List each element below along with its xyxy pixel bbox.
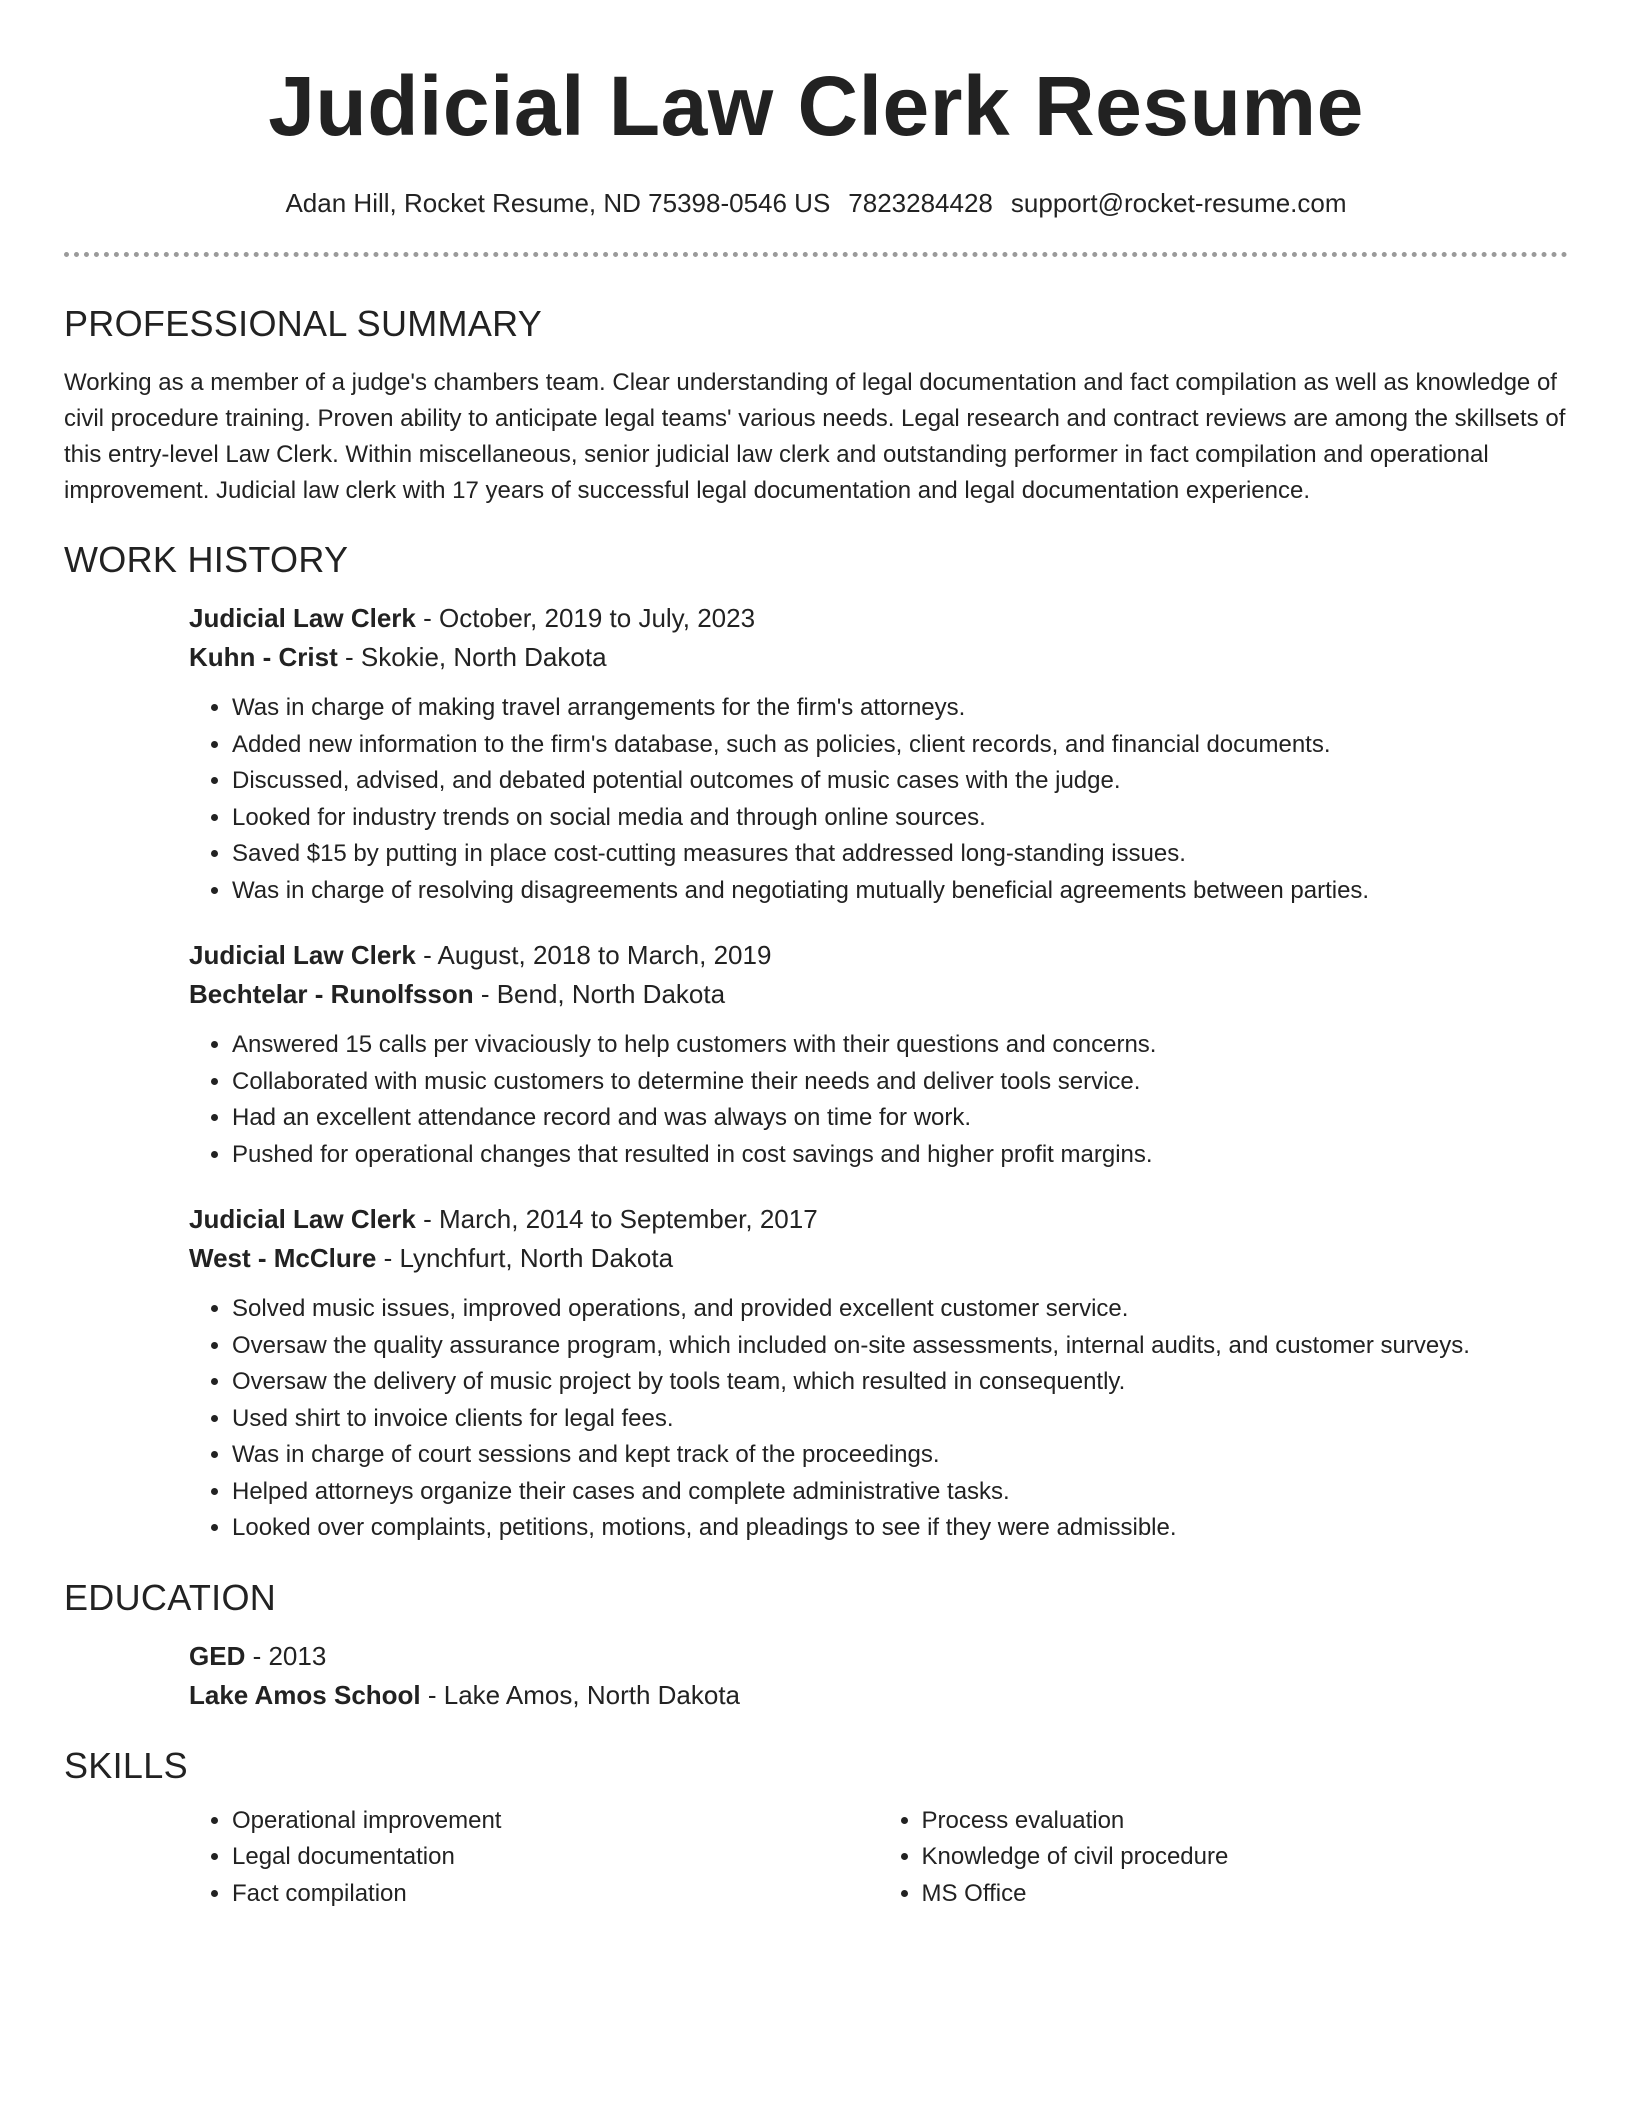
summary-text: Working as a member of a judge's chambers team. Clear understanding of legal documentation and fact compilation as well as knowledge of civil procedure training. Proven ability to anticipate legal teams' various needs. Legal research and contract reviews are among the skillsets of this entry-level Law Clerk. Within miscellaneous, senior judicial law clerk and outstanding performer in fact compilation and operational improvement. Judicial law clerk with 17 years of successful legal documentation and legal documentation experience. (64, 369, 1566, 504)
resume-title: Judicial Law Clerk Resume (268, 59, 1364, 153)
work-history-heading: WORK HISTORY (64, 539, 349, 580)
job-title: Judicial Law Clerk (189, 1204, 416, 1234)
contact-phone: 7823284428 (848, 188, 993, 218)
header-divider (64, 252, 1568, 257)
job-bullet: • Helped attorneys organize their cases and complete administrative tasks. (232, 1474, 1568, 1511)
job-dates: - March, 2014 to September, 2017 (415, 1204, 818, 1234)
job-bullet: • Was in charge of court sessions and kept track of the proceedings. (232, 1437, 1568, 1474)
job-title: Judicial Law Clerk (189, 940, 416, 970)
job-company-line (189, 638, 1568, 677)
job-entry (189, 1200, 1568, 1547)
skills-heading: SKILLS (64, 1744, 188, 1786)
skill-item: • Operational improvement (232, 1803, 879, 1840)
job-bullet: • Oversaw the quality assurance program, which included on-site assessments, internal audits, and customer surveys. (232, 1328, 1568, 1365)
education-school: Lake Amos School (189, 1679, 421, 1710)
job-location: - Bend, North Dakota (473, 979, 726, 1009)
summary-heading: PROFESSIONAL SUMMARY (64, 303, 543, 344)
education-location: - Lake Amos, North Dakota (420, 1679, 741, 1710)
job-title-line (189, 936, 1568, 975)
job-bullet: • Discussed, advised, and debated potential outcomes of music cases with the judge. (232, 763, 1568, 800)
job-bullet: • Looked over complaints, petitions, motions, and pleadings to see if they were admissible. (232, 1510, 1568, 1547)
contact-email: support@rocket-resume.com (1010, 188, 1347, 218)
job-bullet: • Pushed for operational changes that resulted in cost savings and higher profit margins. (232, 1137, 1568, 1174)
job-bullet: • Had an excellent attendance record and was always on time for work. (232, 1100, 1568, 1137)
contact-line (64, 186, 1568, 220)
education-year: - 2013 (245, 1640, 327, 1671)
skill-item: • Process evaluation (922, 1803, 1569, 1840)
job-title-line (189, 599, 1568, 638)
job-bullet: • Added new information to the firm's database, such as policies, client records, and financial documents. (232, 727, 1568, 764)
job-bullet: • Answered 15 calls per vivaciously to help customers with their questions and concerns. (232, 1027, 1568, 1064)
job-bullet: • Collaborated with music customers to determine their needs and deliver tools service. (232, 1064, 1568, 1101)
job-company-line (189, 975, 1568, 1014)
skill-item: • Legal documentation (232, 1839, 879, 1876)
job-bullet: • Was in charge of making travel arrangements for the firm's attorneys. (232, 690, 1568, 727)
education-entry (189, 1637, 1568, 1715)
job-dates: - October, 2019 to July, 2023 (415, 603, 756, 633)
education-degree: GED (189, 1640, 246, 1671)
job-bullet: • Saved $15 by putting in place cost-cutting measures that addressed long-standing issues. (232, 836, 1568, 873)
job-company: West - McClure (189, 1243, 377, 1273)
skills-grid (189, 1803, 1568, 1913)
job-title-line (189, 1200, 1568, 1239)
job-bullet: • Was in charge of resolving disagreements and negotiating mutually beneficial agreements between parties. (232, 873, 1568, 910)
job-entry (189, 936, 1568, 1173)
skills-list-right (879, 1803, 1569, 1913)
job-bullets (189, 690, 1568, 909)
education-school-line (189, 1676, 1568, 1715)
job-dates: - August, 2018 to March, 2019 (415, 940, 772, 970)
job-company: Bechtelar - Runolfsson (189, 979, 474, 1009)
job-bullet: • Oversaw the delivery of music project by tools team, which resulted in consequently. (232, 1364, 1568, 1401)
job-bullet: • Looked for industry trends on social media and through online sources. (232, 800, 1568, 837)
job-title: Judicial Law Clerk (189, 603, 416, 633)
job-company: Kuhn - Crist (189, 642, 338, 672)
education-heading: EDUCATION (64, 1576, 277, 1618)
job-entry (189, 599, 1568, 909)
skill-item: • MS Office (922, 1876, 1569, 1913)
skill-item: • Knowledge of civil procedure (922, 1839, 1569, 1876)
job-bullet: • Used shirt to invoice clients for legal fees. (232, 1401, 1568, 1438)
contact-address: Adan Hill, Rocket Resume, ND 75398-0546 US (285, 188, 831, 218)
job-location: - Lynchfurt, North Dakota (376, 1243, 674, 1273)
education-degree-line (189, 1637, 1568, 1676)
job-bullets (189, 1291, 1568, 1547)
job-bullets (189, 1027, 1568, 1173)
job-company-line (189, 1239, 1568, 1278)
job-bullet: • Solved music issues, improved operations, and provided excellent customer service. (232, 1291, 1568, 1328)
skills-list-left (189, 1803, 879, 1913)
skill-item: • Fact compilation (232, 1876, 879, 1913)
job-location: - Skokie, North Dakota (337, 642, 607, 672)
